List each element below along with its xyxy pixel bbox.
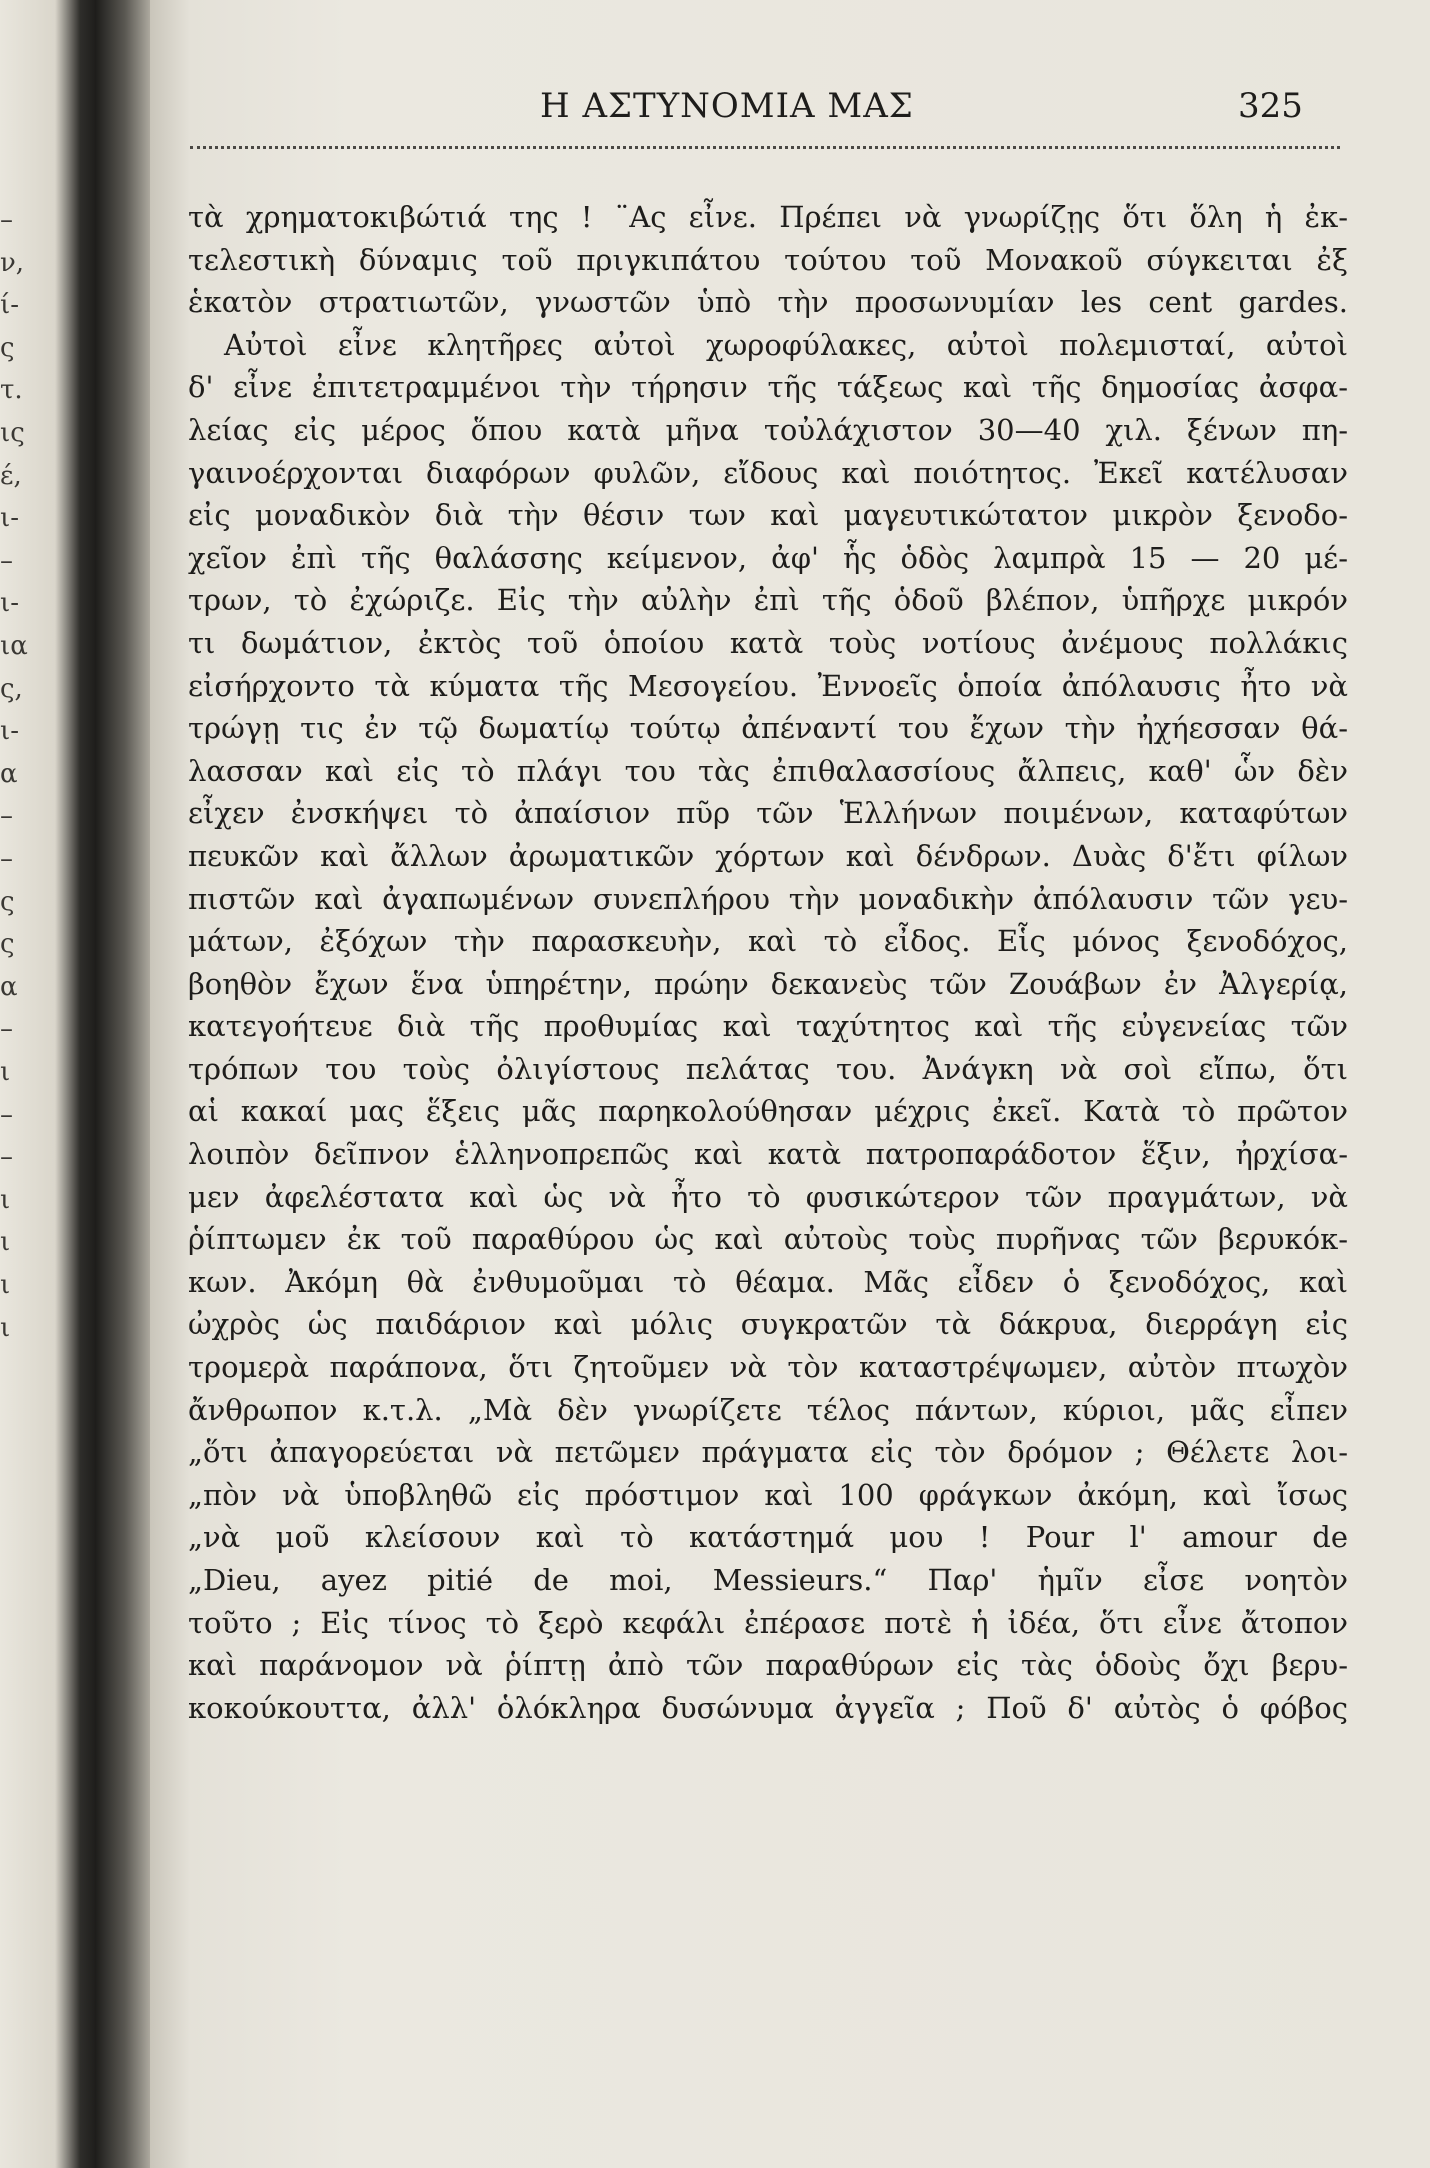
text-line: τρων, τὸ ἐχώριζε. Εἰς τὴν αὐλὴν ἐπὶ τῆς ὁδοῦ βλέπον, ὑπῆρχε μικρόν bbox=[188, 583, 1348, 618]
gutter-fragment: ι bbox=[0, 1227, 11, 1258]
gutter-fragment: ς bbox=[0, 929, 15, 960]
gutter-fragment: ις bbox=[0, 418, 25, 448]
text-line: τοῦτο ; Εἰς τίνος τὸ ξερὸ κεφάλι ἐπέρασε ποτὲ ἡ ἰδέα, ὅτι εἶνε ἄτοπον bbox=[188, 1605, 1348, 1640]
text-line: τι δωμάτιον, ἐκτὸς τοῦ ὁποίου κατὰ τοὺς νοτίους ἀνέμους πολλάκις bbox=[188, 625, 1348, 660]
gutter-fragment: ι- bbox=[0, 588, 19, 619]
gutter-fragment: – bbox=[0, 545, 13, 576]
text-line: ῥίπτωμεν ἐκ τοῦ παραθύρου ὡς καὶ αὐτοὺς τοὺς πυρῆνας τῶν βερυκόκ- bbox=[188, 1222, 1348, 1257]
page-title: Η ΑΣΤΥΝΟΜΙΑ ΜΑΣ bbox=[540, 86, 914, 126]
text-line: κοκούκουττα, ἀλλ' ὁλόκληρα δυσώνυμα ἀγγεῖα ; Ποῦ δ' αὐτὸς ὁ φόβος bbox=[188, 1690, 1348, 1725]
gutter-fragment: τ. bbox=[0, 375, 23, 406]
gutter-fragment: ς bbox=[0, 886, 15, 917]
header-rule bbox=[190, 146, 1340, 149]
text-line: αἱ κακαί μας ἕξεις μᾶς παρηκολούθησαν μέχρις ἐκεῖ. Κατὰ τὸ πρῶτον bbox=[188, 1094, 1348, 1129]
text-line: μάτων, ἐξόχων τὴν παρασκευὴν, καὶ τὸ εἶδος. Εἷς μόνος ξενοδόχος, bbox=[188, 924, 1348, 959]
text-line: „νὰ μοῦ κλείσουν καὶ τὸ κατάστημά μου ! Pour l' amour de bbox=[188, 1520, 1348, 1555]
text-line: χεῖον ἐπὶ τῆς θαλάσσης κείμενον, ἀφ' ἧς ὁδὸς λαμπρὰ 15 — 20 μέ- bbox=[188, 540, 1348, 575]
text-line: μεν ἀφελέστατα καὶ ὡς νὰ ἦτο τὸ φυσικώτερον τῶν πραγμάτων, νὰ bbox=[188, 1179, 1348, 1214]
gutter-fragment: – bbox=[0, 1099, 13, 1130]
gutter-fragment: ν, bbox=[0, 247, 25, 278]
text-line: τελεστικὴ δύναμις τοῦ πριγκιπάτου τούτου τοῦ Μονακοῦ σύγκειται ἐξ bbox=[188, 242, 1348, 277]
text-line: εἰσήρχοντο τὰ κύματα τῆς Μεσογείου. Ἐννοεῖς ὁποία ἀπόλαυσις ἦτο νὰ bbox=[188, 668, 1348, 703]
gutter-fragment: ς, bbox=[0, 673, 23, 704]
text-line: „ὅτι ἀπαγορεύεται νὰ πετῶμεν πράγματα εἰς τὸν δρόμον ; Θέλετε λοι- bbox=[188, 1435, 1348, 1470]
text-line: βοηθὸν ἔχων ἕνα ὑπηρέτην, πρώην δεκανεὺς τῶν Ζουάβων ἐν Ἀλγερίᾳ, bbox=[188, 966, 1348, 1001]
text-line: ὠχρὸς ὡς παιδάριον καὶ μόλις συγκρατῶν τὰ δάκρυα, διερράγη εἰς bbox=[188, 1307, 1348, 1342]
text-line: πευκῶν καὶ ἄλλων ἀρωματικῶν χόρτων καὶ δένδρων. Δυὰς δ'ἔτι φίλων bbox=[188, 838, 1348, 873]
gutter-fragment: ι bbox=[0, 1270, 11, 1300]
text-line: τὰ χρηματοκιβώτιά της ! ¨Ας εἶνε. Πρέπει νὰ γνωρίζῃς ὅτι ὅλη ἡ ἐκ- bbox=[188, 200, 1348, 234]
gutter-fragment: έ, bbox=[0, 460, 22, 491]
text-line: πιστῶν καὶ ἀγαπωμένων συνεπλήρου τὴν μοναδικὴν ἀπόλαυσιν τῶν γευ- bbox=[188, 881, 1348, 916]
gutter-fragment: α bbox=[0, 971, 18, 1002]
gutter-fragment: ι- bbox=[0, 716, 19, 747]
text-line: κων. Ἀκόμη θὰ ἐνθυμοῦμαι τὸ θέαμα. Μᾶς εἶδεν ὁ ξενοδόχος, καὶ bbox=[188, 1264, 1348, 1299]
gutter-fragment: α bbox=[0, 758, 18, 789]
book-page bbox=[150, 0, 1430, 2168]
gutter-fragment: ί- bbox=[0, 290, 19, 321]
gutter-fragment: ς bbox=[0, 332, 15, 363]
text-line: ἄνθρωπον κ.τ.λ. „Μὰ δὲν γνωρίζετε τέλος πάντων, κύριοι, μᾶς εἶπεν bbox=[188, 1392, 1348, 1427]
text-line: „Dieu, ayez pitié de moi, Messieurs.“ Παρ' ἡμῖν εἶσε νοητὸν bbox=[188, 1563, 1348, 1597]
text-line: κατεγοήτευε διὰ τῆς προθυμίας καὶ ταχύτητος καὶ τῆς εὐγενείας τῶν bbox=[188, 1009, 1348, 1044]
text-line: „πὸν νὰ ὑποβληθῶ εἰς πρόστιμον καὶ 100 φράγκων ἀκόμη, καὶ ἴσως bbox=[188, 1477, 1348, 1512]
text-line: γαινοέρχονται διαφόρων φυλῶν, εἴδους καὶ ποιότητος. Ἐκεῖ κατέλυσαν bbox=[188, 455, 1348, 490]
gutter-fragment: – bbox=[0, 1014, 13, 1045]
text-line: ἑκατὸν στρατιωτῶν, γνωστῶν ὑπὸ τὴν προσωνυμίαν les cent gardes. bbox=[188, 285, 1348, 320]
text-line: τρόπων του τοὺς ὀλιγίστους πελάτας του. Ἀνάγκη νὰ σοὶ εἴπω, ὅτι bbox=[188, 1051, 1348, 1086]
gutter-fragment: ι bbox=[0, 1057, 11, 1087]
running-head bbox=[150, 86, 1430, 138]
text-line: τρώγῃ τις ἐν τῷ δωματίῳ τούτῳ ἀπέναντί του ἔχων τὴν ἠχήεσσαν θά- bbox=[188, 711, 1348, 746]
gutter-fragment: ι bbox=[0, 1184, 11, 1215]
text-line: εἰς μοναδικὸν διὰ τὴν θέσιν των καὶ μαγευτικώτατον μικρὸν ξενοδο- bbox=[188, 498, 1348, 533]
text-line: Αὐτοὶ εἶνε κλητῆρες αὐτοὶ χωροφύλακες, αὐτοὶ πολεμισταί, αὐτοὶ bbox=[224, 327, 1348, 362]
text-line: λασσαν καὶ εἰς τὸ πλάγι του τὰς ἐπιθαλασσίους ἄλπεις, καθ' ὧν δὲν bbox=[188, 753, 1348, 788]
gutter-fragment: ι- bbox=[0, 503, 19, 534]
gutter-fragment: ια bbox=[0, 631, 28, 661]
gutter-fragment: – bbox=[0, 801, 13, 832]
text-line: τρομερὰ παράπονα, ὅτι ζητοῦμεν νὰ τὸν καταστρέψωμεν, αὐτὸν πτωχὸν bbox=[188, 1350, 1348, 1385]
gutter-fragment: – bbox=[0, 205, 13, 235]
gutter-fragment: ι bbox=[0, 1312, 11, 1343]
gutter-fragment: – bbox=[0, 844, 13, 874]
text-line: λείας εἰς μέρος ὅπου κατὰ μῆνα τοὐλάχιστον 30—40 χιλ. ξένων πη- bbox=[188, 412, 1348, 447]
book-spine-shadow bbox=[95, 0, 155, 2168]
text-line: καὶ παράνομον νὰ ῥίπτῃ ἀπὸ τῶν παραθύρων εἰς τὰς ὁδοὺς ὄχι βερυ- bbox=[188, 1648, 1348, 1683]
text-line: λοιπὸν δεῖπνον ἑλληνοπρεπῶς καὶ κατὰ πατροπαράδοτον ἕξιν, ἠρχίσα- bbox=[188, 1137, 1348, 1172]
page-number: 325 bbox=[1238, 86, 1303, 126]
body-text bbox=[188, 196, 1348, 1729]
gutter-fragment: – bbox=[0, 1142, 13, 1173]
text-line: δ' εἶνε ἐπιτετραμμένοι τὴν τήρησιν τῆς τάξεως καὶ τῆς δημοσίας ἀσφα- bbox=[188, 370, 1348, 405]
text-line: εἶχεν ἐνσκήψει τὸ ἀπαίσιον πῦρ τῶν Ἑλλήνων ποιμένων, καταφύτων bbox=[188, 796, 1348, 831]
